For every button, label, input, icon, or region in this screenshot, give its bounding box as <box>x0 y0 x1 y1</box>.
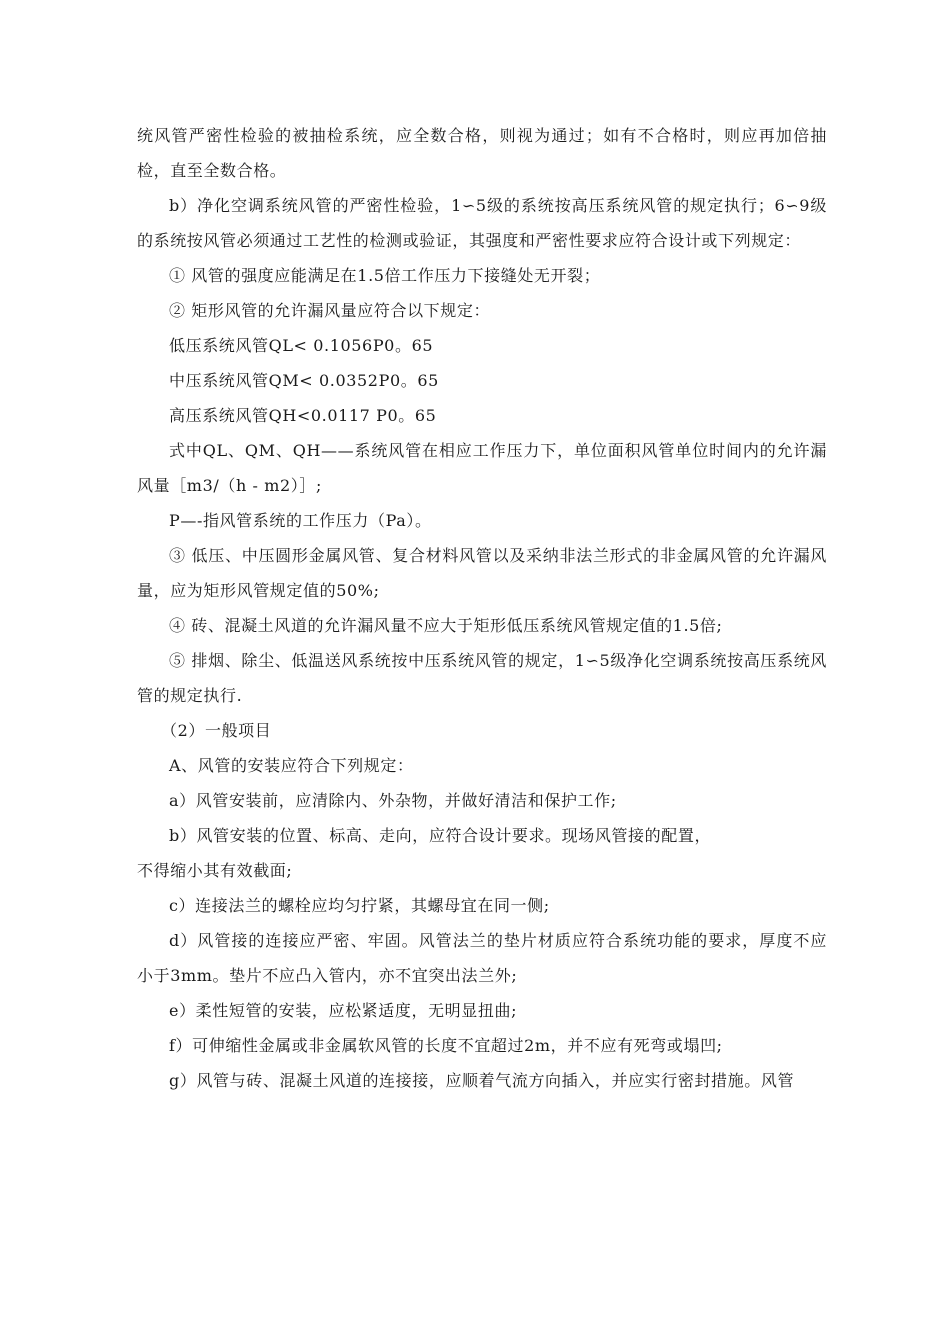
rule-d-joints: d）风管接的连接应严密、牢固。风管法兰的垫片材质应符合系统功能的要求，厚度不应小于3mm。垫片不应凸入管内，亦不宜突出法兰外; <box>137 931 827 985</box>
item-rectangular-leakage: ② 矩形风管的允许漏风量应符合以下规定： <box>169 301 491 320</box>
rule-b-position <box>137 818 827 853</box>
item-brick-duct-leakage: ④ 砖、混凝土风道的允许漏风量不应大于矩形低压系统风管规定值的1.5倍; <box>169 616 723 635</box>
section-heading-general-items: （2）一般项目 <box>161 721 272 740</box>
formula-low-pressure: 低压系统风管QL< 0.1056P0。65 <box>169 336 434 355</box>
item-round-duct-leakage: ③ 低压、中压圆形金属风管、复合材料风管以及采纳非法兰形式的非金属风管的允许漏风量，应为矩形风管规定值的50%; <box>137 546 827 600</box>
paragraph-continuation: 统风管严密性检验的被抽检系统，应全数合格，则视为通过；如有不合格时，则应再加倍抽检，直至全数合格。 <box>137 126 827 180</box>
item-strength-requirement: ① 风管的强度应能满足在1.5倍工作压力下接缝处无开裂； <box>169 266 601 285</box>
formula-high-pressure: 高压系统风管QH<0.0117 P0。65 <box>169 406 437 425</box>
formula-medium-pressure: 中压系统风管QM< 0.0352P0。65 <box>169 371 439 390</box>
rule-g-brick-connection: g）风管与砖、混凝土风道的连接接，应顺着气流方向插入，并应实行密封措施。风管 <box>169 1071 795 1090</box>
rule-e-flexible-duct: e）柔性短管的安装，应松紧适度，无明显扭曲; <box>169 1001 518 1020</box>
formula-definition-p: P—-指风管系统的工作压力（Pa）。 <box>169 511 432 530</box>
formula-definition-q: 式中QL、QM、QH——系统风管在相应工作压力下，单位面积风管单位时间内的允许漏风量［m3/（h - m2）］; <box>137 441 827 495</box>
rule-f-soft-duct: f）可伸缩性金属或非金属软风管的长度不宜超过2m，并不应有死弯或塌凹; <box>169 1036 723 1055</box>
document-body <box>137 118 827 1098</box>
rule-a-cleaning: a）风管安装前，应清除内、外杂物，并做好清洁和保护工作; <box>169 791 617 810</box>
rule-c-bolts: c）连接法兰的螺栓应均匀拧紧，其螺母宜在同一侧; <box>169 896 550 915</box>
item-smoke-exhaust: ⑤ 排烟、除尘、低温送风系统按中压系统风管的规定，1∽5级净化空调系统按高压系统风管的规定执行. <box>137 651 827 705</box>
rule-b-tail: 不得缩小其有效截面; <box>137 861 293 880</box>
rule-b-line: b）风管安装的位置、标高、走向，应符合设计要求。现场风管接的配置， <box>169 826 712 845</box>
subsection-installation-rules: A、风管的安装应符合下列规定： <box>169 756 414 775</box>
paragraph-clean-air-tightness: b）净化空调系统风管的严密性检验，1∽5级的系统按高压系统风管的规定执行；6∽9级的系统按风管必须通过工艺性的检测或验证，其强度和严密性要求应符合设计或下列规定： <box>137 196 827 250</box>
